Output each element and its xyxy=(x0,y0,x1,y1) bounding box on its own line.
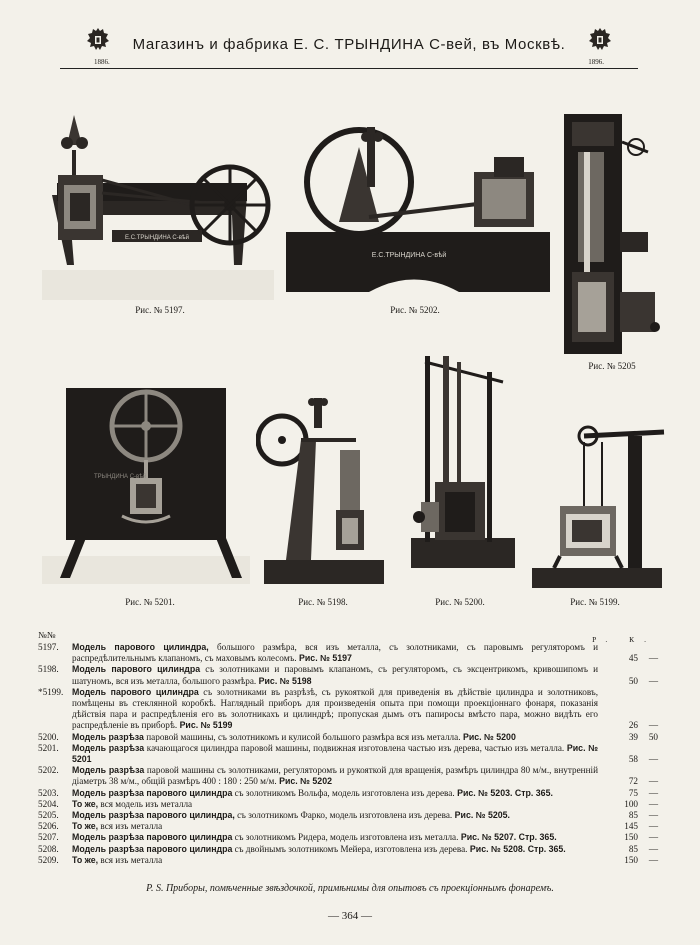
price-kopecks: — xyxy=(648,810,658,821)
double-headed-eagle-icon xyxy=(82,24,114,56)
item-number: 5206. xyxy=(38,821,59,832)
header-rule xyxy=(60,68,638,69)
price-kopecks: — xyxy=(648,821,658,832)
price-kopecks: — xyxy=(648,854,658,865)
item-description: съ золотникомъ Ридера, модель изготовлена изъ металла. xyxy=(232,832,459,843)
double-headed-eagle-icon xyxy=(584,24,616,56)
item-description: паровой машины съ золотниками, регуляторомъ и рукояткой для вращенія, размѣръ цилиндра 80 м/м., внутренній діаметръ 38 м/м., общій размѣръ 400 : 180 : 250 м/м. xyxy=(72,765,598,787)
page-number: — 364 — xyxy=(328,910,372,922)
item-figure-ref: Рис. № 5198 xyxy=(256,675,312,686)
item-number: 5201. xyxy=(38,742,59,753)
price-kopecks: — xyxy=(648,798,658,809)
figure-5205 xyxy=(560,112,665,360)
price-rubles: 58 xyxy=(628,754,638,765)
price-rubles: 100 xyxy=(624,798,638,809)
item-title: Модель парового цилиндра xyxy=(72,664,201,675)
steam-engine-flywheel-icon xyxy=(284,117,552,299)
numbers-header: №№ xyxy=(38,630,56,640)
item-description: съ золотникомъ Фарко, модель изготовлена изъ дерева. xyxy=(234,810,453,821)
maker-stamp: Е.С.ТРЫНДИНА С-вѣй xyxy=(371,252,447,259)
item-figure-ref: Рис. № 5207. Стр. 365. xyxy=(458,832,557,843)
item-number: 5207. xyxy=(38,832,59,843)
catalog-row xyxy=(38,810,658,821)
price-kopecks: — xyxy=(648,776,658,787)
price-rubles: 85 xyxy=(628,843,638,854)
item-number: 5209. xyxy=(38,854,59,865)
item-number: 5198. xyxy=(38,664,59,675)
figure-caption: Рис. № 5201. xyxy=(125,597,175,607)
item-number: 5203. xyxy=(38,787,59,798)
catalog-row xyxy=(38,832,658,843)
figure-caption: Рис. № 5199. xyxy=(570,597,620,607)
price-header: Р. К. xyxy=(592,635,656,644)
item-description: съ золотникомъ Вольфа, модель изготовлена изъ дерева. xyxy=(232,787,455,798)
price-kopecks: — xyxy=(648,832,658,843)
item-title: Модель разрѣза парового цилиндра xyxy=(72,832,233,843)
item-figure-ref: Рис. № 5208. Стр. 365. xyxy=(467,843,566,854)
item-figure-ref: Рис. № 5202 xyxy=(276,776,332,787)
figure-caption: Рис. № 5205 xyxy=(588,361,636,371)
figure-5197 xyxy=(42,105,274,301)
steam-cylinder-section-icon xyxy=(405,352,525,584)
price-kopecks: — xyxy=(648,675,658,686)
catalog-list xyxy=(38,630,658,866)
figure-5200 xyxy=(405,352,525,584)
price-kopecks: 50 xyxy=(648,731,658,742)
item-title: Модель разрѣза парового цилиндра xyxy=(72,787,233,798)
item-description: вся изъ металла xyxy=(98,854,163,865)
price-rubles: 75 xyxy=(628,787,638,798)
figure-5202 xyxy=(284,117,552,299)
price-rubles: 150 xyxy=(624,832,638,843)
catalog-header xyxy=(38,630,658,642)
figure-5199 xyxy=(532,418,667,590)
item-number: 5204. xyxy=(38,798,59,809)
figure-caption: Рис. № 5200. xyxy=(435,597,485,607)
item-figure-ref: Рис. № 5199 xyxy=(177,720,233,731)
figure-caption: Рис. № 5197. xyxy=(135,305,185,315)
item-description: большого размѣра, вся изъ металла, съ золотниками, съ паровымъ регуляторомъ и распредѣлительнымъ клапаномъ, съ маховымъ колесомъ. xyxy=(72,642,598,664)
year-left: 1886. xyxy=(94,58,110,66)
catalog-row xyxy=(38,788,658,799)
catalog-row xyxy=(38,765,658,787)
item-description: съ золотниками и паровымъ клапаномъ, съ регуляторомъ, съ эксцентрикомъ, кривошипомъ и шатуномъ, вся изъ металла, большого размѣра. xyxy=(72,664,598,686)
maker-stamp: ТРЫНДИНА С-вѣй xyxy=(94,474,147,480)
item-number: 5197. xyxy=(38,642,59,652)
price-rubles: 85 xyxy=(628,810,638,821)
year-right: 1896. xyxy=(588,58,604,66)
item-number: 5200. xyxy=(38,731,59,742)
price-kopecks: — xyxy=(648,653,658,664)
item-title: Модель разрѣза xyxy=(72,742,145,753)
item-figure-ref: Рис. № 5197 xyxy=(296,653,352,664)
footnote: P. S. Приборы, помѣченные звѣздочкой, примѣнимы для опытовъ съ проекціоннымъ фонаремъ. xyxy=(146,883,554,894)
steam-cylinder-vertical-section-icon xyxy=(560,112,665,360)
catalog-row xyxy=(38,732,658,743)
item-title: То же, xyxy=(72,854,99,865)
item-title: Модель парового цилиндра xyxy=(72,686,199,697)
item-number: 5205. xyxy=(38,810,59,821)
steam-engine-board-icon xyxy=(42,388,250,588)
item-title: То же, xyxy=(72,821,99,832)
item-figure-ref: Рис. № 5201 xyxy=(72,742,599,765)
item-description: качающагося цилиндра паровой машины, подвижная изготовлена частью изъ дерева, частью изъ металла. xyxy=(144,742,565,753)
price-rubles: 145 xyxy=(624,821,638,832)
item-title: Модель разрѣза парового цилиндра, xyxy=(72,810,235,821)
figure-5201 xyxy=(42,388,250,588)
price-rubles: 72 xyxy=(628,776,638,787)
item-description: паровой машины, съ золотникомъ и кулисой большого размѣра вся изъ металла. xyxy=(143,731,461,742)
figure-5198 xyxy=(256,380,386,592)
item-title: Модель разрѣза парового цилиндра xyxy=(72,843,233,854)
price-kopecks: — xyxy=(648,843,658,854)
item-description: съ двойнымъ золотникомъ Мейера, изготовлена изъ дерева. xyxy=(232,843,468,854)
steam-engine-vertical-icon xyxy=(256,380,386,592)
item-title: Модель разрѣза xyxy=(72,731,144,742)
figure-caption: Рис. № 5198. xyxy=(298,597,348,607)
catalog-row xyxy=(38,855,658,866)
maker-stamp: Е.С.ТРЫНДИНА С-вѣй xyxy=(125,235,189,241)
steam-cylinder-glass-icon xyxy=(532,418,667,590)
item-figure-ref: Рис. № 5203. Стр. 365. xyxy=(454,787,553,798)
catalog-row xyxy=(38,642,658,664)
item-figure-ref: Рис. № 5205. xyxy=(452,810,510,821)
item-title: Модель разрѣза xyxy=(72,765,145,776)
catalog-row xyxy=(38,664,658,686)
item-number: 5202. xyxy=(38,765,59,776)
item-title: Модель парового цилиндра, xyxy=(72,642,209,652)
catalog-row xyxy=(38,844,658,855)
price-kopecks: — xyxy=(648,754,658,765)
price-rubles: 39 xyxy=(628,731,638,742)
price-rubles: 150 xyxy=(624,854,638,865)
item-number: 5208. xyxy=(38,843,59,854)
catalog-row xyxy=(38,687,658,732)
steam-engine-horizontal-icon xyxy=(42,105,274,301)
item-description: съ золотниками въ разрѣзѣ, съ рукояткой для приведенія въ дѣйствіе цилиндра и золотниковъ, помѣщены въ стеклянной коробкѣ. Наглядный приборъ для произведенія опыта при помощи проекціоннаго фонаря, показанія дѣйствія пара и распредѣленія его въ золотникахъ и цилиндрѣ; пропуская дымъ отъ папиросы вмѣсто пара, можно видѣть его распредѣленіе въ приборѣ. xyxy=(72,686,598,731)
item-figure-ref: Рис. № 5200 xyxy=(460,731,516,742)
page-title: Магазинъ и фабрика Е. С. ТРЫНДИНА С-вей, въ Москвѣ. xyxy=(132,36,566,53)
price-kopecks: — xyxy=(648,787,658,798)
catalog-row xyxy=(38,821,658,832)
price-rubles: 45 xyxy=(628,653,638,664)
catalog-row xyxy=(38,743,658,765)
price-rubles: 26 xyxy=(628,720,638,731)
price-kopecks: — xyxy=(648,720,658,731)
item-number: *5199. xyxy=(38,686,64,697)
catalog-row xyxy=(38,799,658,810)
page-header xyxy=(60,24,638,70)
item-description: вся модель изъ металла xyxy=(98,798,193,809)
item-title: То же, xyxy=(72,798,99,809)
price-rubles: 50 xyxy=(628,675,638,686)
item-description: вся изъ металла xyxy=(98,821,163,832)
figure-caption: Рис. № 5202. xyxy=(390,305,440,315)
